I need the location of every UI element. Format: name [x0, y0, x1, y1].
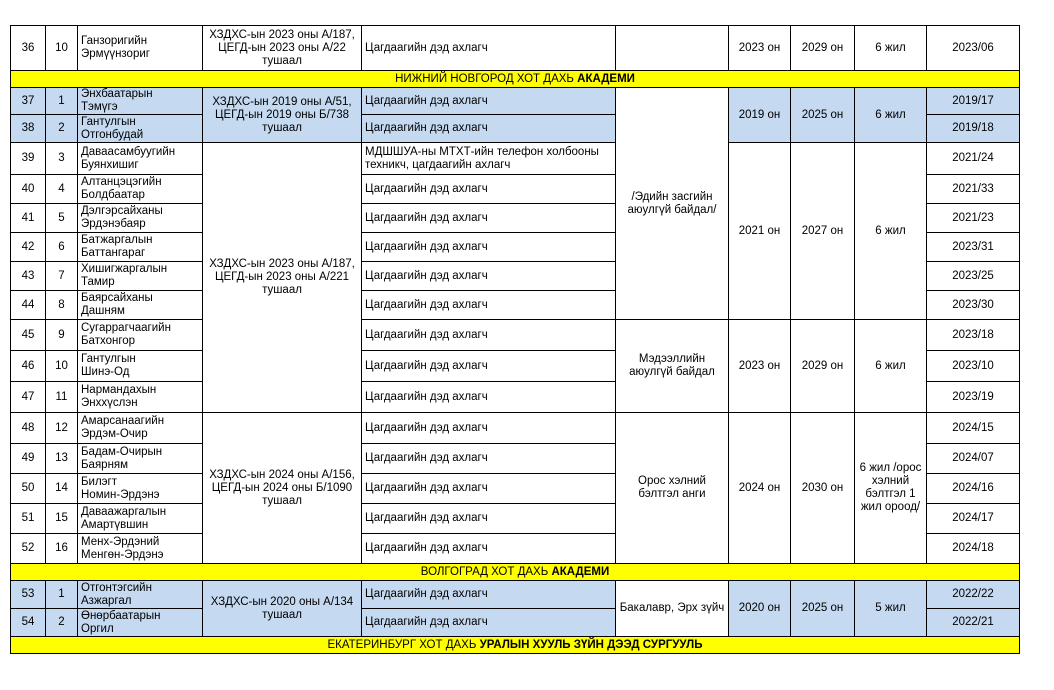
year-from-cell: 2019 он: [729, 88, 791, 143]
table-row: [11, 88, 1020, 115]
row-number: 42: [11, 233, 46, 262]
position-cell: Цагдаагийн дэд ахлагч: [362, 474, 616, 504]
year-from-cell: 2023 он: [729, 26, 791, 71]
row-sub-number: 15: [46, 504, 78, 534]
code-cell: 2019/17: [927, 88, 1020, 115]
row-sub-number: 6: [46, 233, 78, 262]
code-cell: 2021/23: [927, 204, 1020, 233]
row-number: 51: [11, 504, 46, 534]
decree-cell: ХЗДХС-ын 2024 оны А/156, ЦЕГД-ын 2024 оны Б/1090 тушаал: [203, 413, 362, 564]
code-cell: 2023/25: [927, 262, 1020, 291]
row-sub-number: 7: [46, 262, 78, 291]
student-name: Энхбаатарын Тэмүгэ: [78, 88, 203, 115]
position-cell: Цагдаагийн дэд ахлагч: [362, 233, 616, 262]
student-name: Гантулгын Отгонбудай: [78, 115, 203, 143]
table-row: [11, 143, 1020, 175]
code-cell: 2022/21: [927, 609, 1020, 637]
student-name: Алтанцэцэгийн Болдбаатар: [78, 175, 203, 204]
section-header-ekaterinburg: [11, 637, 1020, 654]
table-row: [11, 320, 1020, 351]
position-cell: Цагдаагийн дэд ахлагч: [362, 115, 616, 143]
row-sub-number: 10: [46, 26, 78, 71]
position-cell: Цагдаагийн дэд ахлагч: [362, 204, 616, 233]
row-number: 46: [11, 351, 46, 382]
student-name: Менх-Эрдэний Менгөн-Эрдэнэ: [78, 534, 203, 564]
year-to-cell: 2029 он: [791, 26, 855, 71]
code-cell: 2023/10: [927, 351, 1020, 382]
student-name: Батжаргалын Баттангараг: [78, 233, 203, 262]
field-cell: Орос хэлний бэлтгэл анги: [616, 413, 729, 564]
row-sub-number: 1: [46, 581, 78, 609]
student-name: Отгонтэгсийн Азжаргал: [78, 581, 203, 609]
student-name: Өнөрбаатарын Оргил: [78, 609, 203, 637]
position-cell: Цагдаагийн дэд ахлагч: [362, 26, 616, 71]
section-header-volgograd: [11, 564, 1020, 581]
section-title: ВОЛГОГРАД ХОТ ДАХЬ АКАДЕМИ: [11, 564, 1020, 581]
section-title: ЕКАТЕРИНБУРГ ХОТ ДАХЬ УРАЛЫН ХУУЛЬ ЗҮЙН ДЭЭД СУРГУУЛЬ: [11, 637, 1020, 654]
code-cell: 2023/06: [927, 26, 1020, 71]
position-cell: Цагдаагийн дэд ахлагч: [362, 382, 616, 413]
row-number: 40: [11, 175, 46, 204]
duration-cell: 6 жил: [855, 320, 927, 413]
row-number: 54: [11, 609, 46, 637]
row-number: 49: [11, 444, 46, 474]
row-number: 43: [11, 262, 46, 291]
year-from-cell: 2021 он: [729, 143, 791, 320]
code-cell: 2021/33: [927, 175, 1020, 204]
table-row: [11, 581, 1020, 609]
row-number: 53: [11, 581, 46, 609]
field-cell: Бакалавр, Эрх зүйч: [616, 581, 729, 637]
row-sub-number: 16: [46, 534, 78, 564]
row-sub-number: 2: [46, 115, 78, 143]
duration-cell: 6 жил: [855, 88, 927, 143]
code-cell: 2024/17: [927, 504, 1020, 534]
position-cell: Цагдаагийн дэд ахлагч: [362, 320, 616, 351]
row-number: 41: [11, 204, 46, 233]
code-cell: 2024/15: [927, 413, 1020, 444]
code-cell: 2021/24: [927, 143, 1020, 175]
field-cell: [616, 26, 729, 71]
code-cell: 2024/18: [927, 534, 1020, 564]
row-sub-number: 10: [46, 351, 78, 382]
table-row: [11, 26, 1020, 71]
position-cell: Цагдаагийн дэд ахлагч: [362, 88, 616, 115]
student-name: Даваасамбуугийн Буянхишиг: [78, 143, 203, 175]
code-cell: 2022/22: [927, 581, 1020, 609]
row-sub-number: 4: [46, 175, 78, 204]
row-number: 36: [11, 26, 46, 71]
row-number: 48: [11, 413, 46, 444]
year-to-cell: 2025 он: [791, 88, 855, 143]
duration-cell: 5 жил: [855, 581, 927, 637]
position-cell: Цагдаагийн дэд ахлагч: [362, 262, 616, 291]
row-sub-number: 13: [46, 444, 78, 474]
row-sub-number: 12: [46, 413, 78, 444]
student-name: Хишигжаргалын Тамир: [78, 262, 203, 291]
student-name: Ганзоригийн Эрмүүнзориг: [78, 26, 203, 71]
row-number: 39: [11, 143, 46, 175]
position-cell: Цагдаагийн дэд ахлагч: [362, 581, 616, 609]
row-sub-number: 9: [46, 320, 78, 351]
row-sub-number: 3: [46, 143, 78, 175]
duration-cell: 6 жил /орос хэлний бэлтгэл 1 жил ороод/: [855, 413, 927, 564]
row-sub-number: 2: [46, 609, 78, 637]
student-name: Даваажаргалын Амартүвшин: [78, 504, 203, 534]
student-name: Дэлгэрсайханы Эрдэнэбаяр: [78, 204, 203, 233]
row-sub-number: 8: [46, 291, 78, 320]
student-name: Амарсанаагийн Эрдэм-Очир: [78, 413, 203, 444]
code-cell: 2023/18: [927, 320, 1020, 351]
decree-cell: ХЗДХС-ын 2020 оны А/134 тушаал: [203, 581, 362, 637]
row-number: 45: [11, 320, 46, 351]
year-to-cell: 2027 он: [791, 143, 855, 320]
decree-cell: ХЗДХС-ын 2023 оны А/187, ЦЕГД-ын 2023 оны А/221 тушаал: [203, 143, 362, 413]
duration-cell: 6 жил: [855, 143, 927, 320]
duration-cell: 6 жил: [855, 26, 927, 71]
field-cell: /Эдийн засгийн аюулгүй байдал/: [616, 88, 729, 320]
code-cell: 2023/19: [927, 382, 1020, 413]
row-sub-number: 5: [46, 204, 78, 233]
year-to-cell: 2025 он: [791, 581, 855, 637]
year-to-cell: 2030 он: [791, 413, 855, 564]
year-from-cell: 2023 он: [729, 320, 791, 413]
row-number: 44: [11, 291, 46, 320]
row-number: 50: [11, 474, 46, 504]
position-cell: Цагдаагийн дэд ахлагч: [362, 291, 616, 320]
position-cell: Цагдаагийн дэд ахлагч: [362, 444, 616, 474]
position-cell: МДШШУА-ны МТХТ-ийн телефон холбооны техникч, цагдаагийн ахлагч: [362, 143, 616, 175]
year-from-cell: 2020 он: [729, 581, 791, 637]
decree-cell: ХЗДХС-ын 2019 оны А/51, ЦЕГД-ын 2019 оны Б/738 тушаал: [203, 88, 362, 143]
position-cell: Цагдаагийн дэд ахлагч: [362, 175, 616, 204]
code-cell: 2023/31: [927, 233, 1020, 262]
decree-cell: ХЗДХС-ын 2023 оны А/187, ЦЕГД-ын 2023 оны А/22 тушаал: [203, 26, 362, 71]
code-cell: 2019/18: [927, 115, 1020, 143]
row-sub-number: 11: [46, 382, 78, 413]
student-name: Билэгт Номин-Эрдэнэ: [78, 474, 203, 504]
year-to-cell: 2029 он: [791, 320, 855, 413]
row-number: 38: [11, 115, 46, 143]
position-cell: Цагдаагийн дэд ахлагч: [362, 534, 616, 564]
students-table: [10, 25, 1020, 654]
row-number: 47: [11, 382, 46, 413]
position-cell: Цагдаагийн дэд ахлагч: [362, 504, 616, 534]
position-cell: Цагдаагийн дэд ахлагч: [362, 609, 616, 637]
year-from-cell: 2024 он: [729, 413, 791, 564]
section-title: НИЖНИЙ НОВГОРОД ХОТ ДАХЬ АКАДЕМИ: [11, 71, 1020, 88]
field-cell: Мэдээллийн аюулгүй байдал: [616, 320, 729, 413]
position-cell: Цагдаагийн дэд ахлагч: [362, 413, 616, 444]
row-sub-number: 1: [46, 88, 78, 115]
row-sub-number: 14: [46, 474, 78, 504]
code-cell: 2024/16: [927, 474, 1020, 504]
section-header-nizhny: [11, 71, 1020, 88]
student-name: Гантулгын Шинэ-Од: [78, 351, 203, 382]
row-number: 37: [11, 88, 46, 115]
student-name: Бадам-Очирын Баярням: [78, 444, 203, 474]
row-number: 52: [11, 534, 46, 564]
student-name: Сугаррагчаагийн Батхонгор: [78, 320, 203, 351]
table-row: [11, 413, 1020, 444]
code-cell: 2023/30: [927, 291, 1020, 320]
student-name: Нармандахын Энхxүслэн: [78, 382, 203, 413]
student-name: Баярсайханы Дашням: [78, 291, 203, 320]
position-cell: Цагдаагийн дэд ахлагч: [362, 351, 616, 382]
code-cell: 2024/07: [927, 444, 1020, 474]
